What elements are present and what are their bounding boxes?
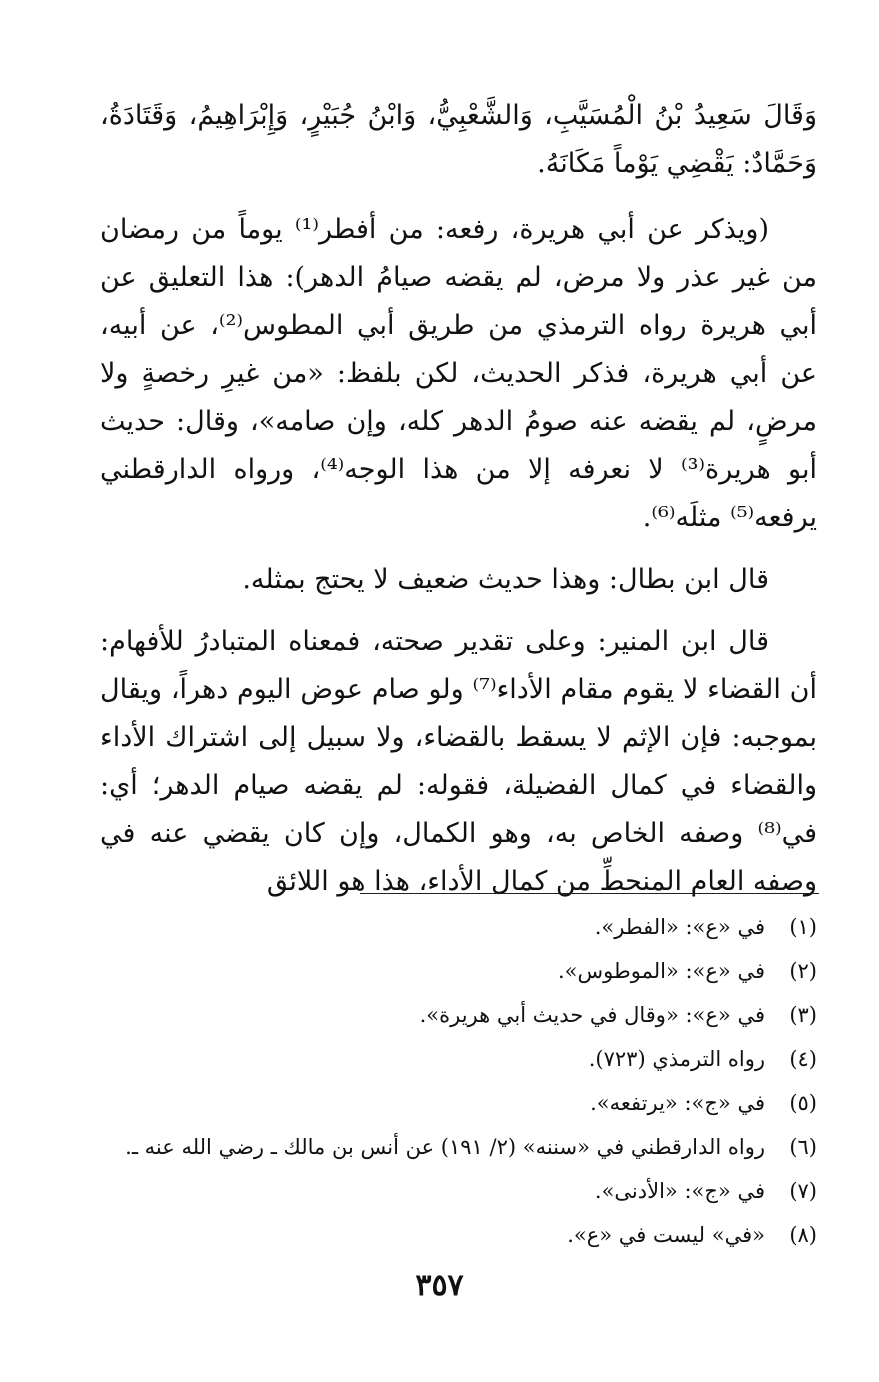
footnote-text: في «ع»: «الموطوس». — [558, 959, 765, 983]
footnote-number: (٥) — [789, 1091, 817, 1115]
main-text — [100, 92, 817, 920]
footnote-number: (١) — [789, 915, 817, 939]
footnote-divider — [360, 893, 819, 894]
footnotes-list — [100, 905, 817, 1257]
footnote-number: (٦) — [789, 1135, 817, 1159]
paragraph-ibn-battal: قال ابن بطال: وهذا حديث ضعيف لا يحتج بمثله. — [242, 564, 769, 595]
footnote-text: «في» ليست في «ع». — [567, 1223, 765, 1247]
footnote-number: (٤) — [789, 1047, 817, 1071]
footnote-item — [100, 949, 817, 993]
footnote-text: في «ع»: «الفطر». — [594, 915, 765, 939]
footnote-text: رواه الترمذي (٧٢٣). — [588, 1047, 765, 1071]
footnote-item — [100, 1081, 817, 1125]
footnote-text: في «ج»: «يرتفعه». — [590, 1091, 765, 1115]
footnote-text: رواه الدارقطني في «سننه» (٢/ ١٩١) عن أنس بن مالك ـ رضي الله عنه ـ. — [125, 1135, 765, 1159]
footnote-number: (٧) — [789, 1179, 817, 1203]
footnote-number: (٢) — [789, 959, 817, 983]
footnote-number: (٨) — [789, 1223, 817, 1247]
footnote-text: في «ع»: «وقال في حديث أبي هريرة». — [419, 1003, 765, 1027]
footnote-item — [100, 1037, 817, 1081]
footnote-item — [100, 1125, 817, 1169]
footnote-item — [100, 1169, 817, 1213]
paragraph-quote: وَقَالَ سَعِيدُ بْنُ الْمُسَيَّبِ، وَالشَّعْبِيُّ، وَابْنُ جُبَيْرٍ، وَإِبْرَاهِيمُ، وَقَتَادَةُ، وَحَمَّادٌ: يَقْضِي يَوْماً مَكَانَهُ. — [100, 100, 817, 179]
footnote-item — [100, 1213, 817, 1257]
footnote-number: (٣) — [789, 1003, 817, 1027]
footnote-text: في «ج»: «الأدنى». — [594, 1179, 765, 1203]
paragraph-hadith: (ويذكر عن أبي هريرة، رفعه: من أفطر⁽¹⁾ يوماً من رمضان من غير عذر ولا مرض، لم يقضه صيامُ الدهر): هذا التعليق عن أبي هريرة رواه الترمذي من طريق أبي المطوس⁽²⁾، عن أبيه، عن أبي هريرة، فذكر الحديث، لكن بلفظ: «من غيرِ رخصةٍ ولا مرضٍ، لم يقضه عنه صومُ الدهر كله، وإن صامه»، وقال: حديث أبو هريرة⁽³⁾ لا نعرفه إلا من هذا الوجه⁽⁴⁾، ورواه الدارقطني يرفعه⁽⁵⁾ مثلَه⁽⁶⁾. — [100, 214, 818, 533]
paragraph-ibn-munir: قال ابن المنير: وعلى تقدير صحته، فمعناه المتبادرُ للأفهام: أن القضاء لا يقوم مقام الأداء⁽⁷⁾ ولو صام عوض اليوم دهراً، ويقال بموجبه: فإن الإثم لا يسقط بالقضاء، ولا سبيل إلى اشتراك الأداء والقضاء في كمال الفضيلة، فقوله: لم يقضه صيام الدهر؛ أي: في⁽⁸⁾ وصفه الخاص به، وهو الكمال، وإن كان يقضي عنه في وصفه العام المنحطِّ من كمال الأداء، هذا هو اللائق — [100, 626, 817, 897]
footnote-item — [100, 905, 817, 949]
footnote-item — [100, 993, 817, 1037]
page-number: ٣٥٧ — [415, 1268, 464, 1303]
